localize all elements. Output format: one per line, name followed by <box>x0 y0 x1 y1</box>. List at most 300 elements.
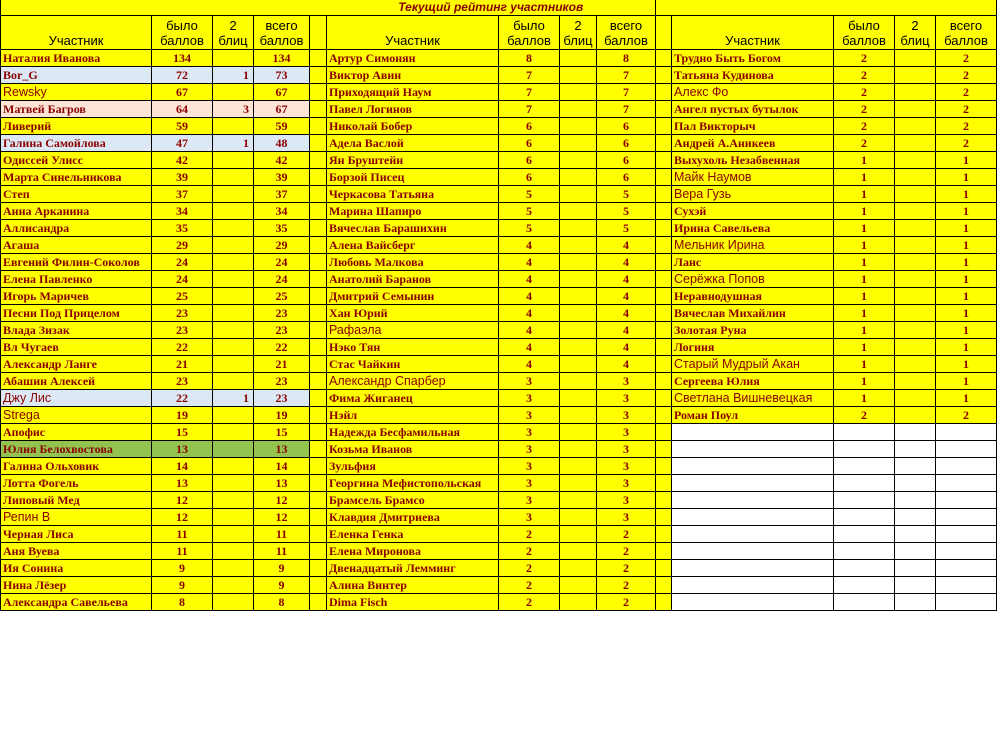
points-total-cell[interactable] <box>936 441 997 458</box>
participant-name-cell[interactable]: Неравнодушная <box>672 288 834 305</box>
points-total-cell[interactable]: 6 <box>597 169 656 186</box>
points-before-cell[interactable]: 3 <box>499 458 560 475</box>
participant-name-cell[interactable]: Клавдия Дмитриева <box>327 509 499 526</box>
participant-name-cell[interactable]: Rewsky <box>1 84 152 101</box>
points-total-cell[interactable]: 2 <box>936 118 997 135</box>
blitz-points-cell[interactable] <box>213 577 254 594</box>
points-total-cell[interactable]: 67 <box>254 101 310 118</box>
points-total-cell[interactable]: 4 <box>597 271 656 288</box>
participant-name-cell[interactable]: Хан Юрий <box>327 305 499 322</box>
blitz-points-cell[interactable] <box>560 390 597 407</box>
participant-name-cell[interactable]: Черная Лиса <box>1 526 152 543</box>
points-total-cell[interactable]: 3 <box>597 492 656 509</box>
points-before-cell[interactable]: 3 <box>499 509 560 526</box>
participant-name-cell[interactable]: Репин В <box>1 509 152 526</box>
points-before-cell[interactable]: 2 <box>499 543 560 560</box>
participant-name-cell[interactable]: Зульфия <box>327 458 499 475</box>
blitz-points-cell[interactable] <box>213 254 254 271</box>
blitz-points-cell[interactable] <box>213 441 254 458</box>
points-before-cell[interactable]: 4 <box>499 305 560 322</box>
participant-name-cell[interactable]: Алина Винтер <box>327 577 499 594</box>
points-before-cell[interactable]: 12 <box>152 492 213 509</box>
blitz-points-cell[interactable] <box>895 254 936 271</box>
points-total-cell[interactable] <box>936 594 997 611</box>
participant-name-cell[interactable]: Галина Ольховик <box>1 458 152 475</box>
blitz-points-cell[interactable] <box>213 492 254 509</box>
participant-name-cell[interactable]: Виктор Авин <box>327 67 499 84</box>
participant-name-cell[interactable]: Сухэй <box>672 203 834 220</box>
points-total-cell[interactable]: 3 <box>597 390 656 407</box>
points-total-cell[interactable]: 1 <box>936 339 997 356</box>
blitz-points-cell[interactable] <box>560 203 597 220</box>
points-before-cell[interactable]: 9 <box>152 560 213 577</box>
participant-name-cell[interactable]: Александра Савельева <box>1 594 152 611</box>
participant-name-cell[interactable]: Артур Симонян <box>327 50 499 67</box>
blitz-points-cell[interactable] <box>213 509 254 526</box>
blitz-points-cell[interactable] <box>213 118 254 135</box>
blitz-points-cell[interactable] <box>560 373 597 390</box>
points-total-cell[interactable]: 67 <box>254 84 310 101</box>
points-before-cell[interactable] <box>834 560 895 577</box>
participant-name-cell[interactable]: Мельник Ирина <box>672 237 834 254</box>
participant-name-cell[interactable]: Strega <box>1 407 152 424</box>
points-total-cell[interactable]: 13 <box>254 475 310 492</box>
points-before-cell[interactable]: 25 <box>152 288 213 305</box>
points-total-cell[interactable]: 1 <box>936 305 997 322</box>
points-before-cell[interactable]: 35 <box>152 220 213 237</box>
points-total-cell[interactable]: 21 <box>254 356 310 373</box>
points-before-cell[interactable]: 47 <box>152 135 213 152</box>
blitz-points-cell[interactable] <box>213 169 254 186</box>
blitz-points-cell[interactable] <box>895 271 936 288</box>
points-total-cell[interactable]: 4 <box>597 254 656 271</box>
points-total-cell[interactable]: 15 <box>254 424 310 441</box>
blitz-points-cell[interactable] <box>895 152 936 169</box>
blitz-points-cell[interactable] <box>213 475 254 492</box>
blitz-points-cell[interactable] <box>560 322 597 339</box>
points-before-cell[interactable]: 3 <box>499 475 560 492</box>
points-total-cell[interactable]: 1 <box>936 390 997 407</box>
participant-name-cell[interactable]: Двенадцатый Лемминг <box>327 560 499 577</box>
points-before-cell[interactable]: 2 <box>834 84 895 101</box>
blitz-points-cell[interactable] <box>560 288 597 305</box>
participant-name-cell[interactable]: Песни Под Прицелом <box>1 305 152 322</box>
points-total-cell[interactable]: 3 <box>597 509 656 526</box>
points-before-cell[interactable]: 4 <box>499 254 560 271</box>
points-before-cell[interactable]: 2 <box>499 594 560 611</box>
points-total-cell[interactable]: 1 <box>936 322 997 339</box>
points-before-cell[interactable] <box>834 458 895 475</box>
points-before-cell[interactable]: 4 <box>499 288 560 305</box>
points-before-cell[interactable]: 19 <box>152 407 213 424</box>
blitz-points-cell[interactable] <box>560 237 597 254</box>
participant-name-cell[interactable]: Галина Самойлова <box>1 135 152 152</box>
points-total-cell[interactable] <box>936 509 997 526</box>
points-total-cell[interactable]: 4 <box>597 237 656 254</box>
points-before-cell[interactable]: 5 <box>499 220 560 237</box>
points-before-cell[interactable]: 1 <box>834 305 895 322</box>
blitz-points-cell[interactable] <box>213 526 254 543</box>
points-before-cell[interactable]: 1 <box>834 237 895 254</box>
blitz-points-cell[interactable] <box>560 560 597 577</box>
points-before-cell[interactable] <box>834 441 895 458</box>
blitz-points-cell[interactable] <box>895 118 936 135</box>
points-before-cell[interactable]: 2 <box>499 560 560 577</box>
participant-name-cell[interactable]: Одиссей Улисс <box>1 152 152 169</box>
participant-name-cell[interactable] <box>672 577 834 594</box>
blitz-points-cell[interactable] <box>213 560 254 577</box>
participant-name-cell[interactable]: Георгина Мефистопольская <box>327 475 499 492</box>
blitz-points-cell[interactable] <box>213 373 254 390</box>
points-total-cell[interactable]: 22 <box>254 339 310 356</box>
participant-name-cell[interactable]: Липовый Мед <box>1 492 152 509</box>
participant-name-cell[interactable]: Вячеслав Барашихин <box>327 220 499 237</box>
participant-name-cell[interactable]: Брамсель Брамсо <box>327 492 499 509</box>
points-total-cell[interactable] <box>936 543 997 560</box>
blitz-points-cell[interactable] <box>213 458 254 475</box>
participant-name-cell[interactable]: Николай Бобер <box>327 118 499 135</box>
points-total-cell[interactable]: 1 <box>936 254 997 271</box>
points-total-cell[interactable] <box>936 492 997 509</box>
points-before-cell[interactable]: 7 <box>499 101 560 118</box>
points-total-cell[interactable]: 4 <box>597 339 656 356</box>
points-before-cell[interactable]: 1 <box>834 152 895 169</box>
points-before-cell[interactable]: 72 <box>152 67 213 84</box>
points-before-cell[interactable]: 1 <box>834 220 895 237</box>
points-before-cell[interactable]: 2 <box>499 577 560 594</box>
participant-name-cell[interactable]: Лотта Фогель <box>1 475 152 492</box>
participant-name-cell[interactable]: Андрей А.Аникеев <box>672 135 834 152</box>
participant-name-cell[interactable]: Dima Fisch <box>327 594 499 611</box>
participant-name-cell[interactable]: Логиня <box>672 339 834 356</box>
points-total-cell[interactable]: 73 <box>254 67 310 84</box>
participant-name-cell[interactable]: Павел Логинов <box>327 101 499 118</box>
blitz-points-cell[interactable] <box>895 67 936 84</box>
blitz-points-cell[interactable] <box>213 152 254 169</box>
points-total-cell[interactable]: 24 <box>254 271 310 288</box>
participant-name-cell[interactable]: Еленка Генка <box>327 526 499 543</box>
points-before-cell[interactable]: 4 <box>499 271 560 288</box>
points-before-cell[interactable]: 3 <box>499 390 560 407</box>
points-total-cell[interactable]: 5 <box>597 203 656 220</box>
blitz-points-cell[interactable] <box>213 186 254 203</box>
blitz-points-cell[interactable] <box>895 407 936 424</box>
participant-name-cell[interactable]: Роман Поул <box>672 407 834 424</box>
blitz-points-cell[interactable] <box>895 135 936 152</box>
points-total-cell[interactable]: 6 <box>597 118 656 135</box>
participant-name-cell[interactable]: Абашин Алексей <box>1 373 152 390</box>
blitz-points-cell[interactable] <box>213 322 254 339</box>
blitz-points-cell[interactable] <box>895 84 936 101</box>
points-before-cell[interactable]: 11 <box>152 526 213 543</box>
blitz-points-cell[interactable] <box>560 407 597 424</box>
participant-name-cell[interactable]: Майк Наумов <box>672 169 834 186</box>
blitz-points-cell[interactable] <box>560 305 597 322</box>
participant-name-cell[interactable]: Анатолий Баранов <box>327 271 499 288</box>
points-total-cell[interactable]: 14 <box>254 458 310 475</box>
blitz-points-cell[interactable] <box>560 509 597 526</box>
points-total-cell[interactable]: 35 <box>254 220 310 237</box>
points-before-cell[interactable]: 6 <box>499 152 560 169</box>
blitz-points-cell[interactable] <box>213 356 254 373</box>
participant-name-cell[interactable]: Татьяна Кудинова <box>672 67 834 84</box>
points-before-cell[interactable]: 5 <box>499 186 560 203</box>
points-total-cell[interactable]: 1 <box>936 237 997 254</box>
points-total-cell[interactable] <box>936 526 997 543</box>
points-total-cell[interactable]: 134 <box>254 50 310 67</box>
participant-name-cell[interactable]: Аня Вуева <box>1 543 152 560</box>
blitz-points-cell[interactable] <box>895 50 936 67</box>
points-before-cell[interactable]: 34 <box>152 203 213 220</box>
blitz-points-cell[interactable] <box>895 186 936 203</box>
points-total-cell[interactable]: 29 <box>254 237 310 254</box>
points-total-cell[interactable]: 3 <box>597 373 656 390</box>
participant-name-cell[interactable]: Любовь Малкова <box>327 254 499 271</box>
blitz-points-cell[interactable] <box>895 203 936 220</box>
points-total-cell[interactable]: 2 <box>936 84 997 101</box>
points-before-cell[interactable] <box>834 543 895 560</box>
blitz-points-cell[interactable] <box>213 50 254 67</box>
points-before-cell[interactable]: 2 <box>834 50 895 67</box>
points-before-cell[interactable]: 7 <box>499 67 560 84</box>
participant-name-cell[interactable]: Влада Зизак <box>1 322 152 339</box>
points-before-cell[interactable] <box>834 594 895 611</box>
participant-name-cell[interactable]: Степ <box>1 186 152 203</box>
participant-name-cell[interactable]: Нэйл <box>327 407 499 424</box>
blitz-points-cell[interactable] <box>895 424 936 441</box>
participant-name-cell[interactable]: Светлана Вишневецкая <box>672 390 834 407</box>
points-total-cell[interactable] <box>936 577 997 594</box>
points-before-cell[interactable]: 3 <box>499 441 560 458</box>
participant-name-cell[interactable]: Ия Сонина <box>1 560 152 577</box>
points-before-cell[interactable]: 2 <box>834 101 895 118</box>
participant-name-cell[interactable]: Сергеева Юлия <box>672 373 834 390</box>
points-before-cell[interactable]: 42 <box>152 152 213 169</box>
points-before-cell[interactable]: 1 <box>834 373 895 390</box>
blitz-points-cell[interactable] <box>560 186 597 203</box>
participant-name-cell[interactable]: Черкасова Татьяна <box>327 186 499 203</box>
participant-name-cell[interactable]: Bor_G <box>1 67 152 84</box>
points-before-cell[interactable]: 64 <box>152 101 213 118</box>
participant-name-cell[interactable]: Пал Викторыч <box>672 118 834 135</box>
participant-name-cell[interactable] <box>672 458 834 475</box>
points-before-cell[interactable]: 23 <box>152 373 213 390</box>
points-before-cell[interactable]: 14 <box>152 458 213 475</box>
points-total-cell[interactable]: 12 <box>254 509 310 526</box>
blitz-points-cell[interactable] <box>895 509 936 526</box>
points-total-cell[interactable]: 11 <box>254 526 310 543</box>
blitz-points-cell[interactable]: 3 <box>213 101 254 118</box>
participant-name-cell[interactable]: Агаша <box>1 237 152 254</box>
participant-name-cell[interactable]: Матвей Багров <box>1 101 152 118</box>
blitz-points-cell[interactable]: 1 <box>213 67 254 84</box>
points-before-cell[interactable]: 23 <box>152 305 213 322</box>
points-total-cell[interactable]: 42 <box>254 152 310 169</box>
points-total-cell[interactable]: 23 <box>254 322 310 339</box>
participant-name-cell[interactable]: Надежда Бесфамильная <box>327 424 499 441</box>
blitz-points-cell[interactable] <box>560 339 597 356</box>
blitz-points-cell[interactable] <box>560 220 597 237</box>
blitz-points-cell[interactable] <box>895 169 936 186</box>
points-total-cell[interactable] <box>936 458 997 475</box>
points-total-cell[interactable]: 2 <box>597 543 656 560</box>
blitz-points-cell[interactable] <box>213 288 254 305</box>
points-total-cell[interactable]: 11 <box>254 543 310 560</box>
blitz-points-cell[interactable] <box>213 237 254 254</box>
points-before-cell[interactable]: 134 <box>152 50 213 67</box>
points-before-cell[interactable] <box>834 492 895 509</box>
points-total-cell[interactable]: 2 <box>936 407 997 424</box>
participant-name-cell[interactable]: Вера Гузь <box>672 186 834 203</box>
participant-name-cell[interactable]: Алена Вайсберг <box>327 237 499 254</box>
points-total-cell[interactable]: 5 <box>597 186 656 203</box>
points-total-cell[interactable]: 23 <box>254 305 310 322</box>
blitz-points-cell[interactable] <box>560 594 597 611</box>
participant-name-cell[interactable]: Вячеслав Михайлин <box>672 305 834 322</box>
blitz-points-cell[interactable] <box>560 169 597 186</box>
participant-name-cell[interactable]: Адела Васлой <box>327 135 499 152</box>
points-total-cell[interactable]: 8 <box>597 50 656 67</box>
participant-name-cell[interactable]: Игорь Маричев <box>1 288 152 305</box>
blitz-points-cell[interactable] <box>213 339 254 356</box>
participant-name-cell[interactable] <box>672 475 834 492</box>
participant-name-cell[interactable]: Ливерий <box>1 118 152 135</box>
blitz-points-cell[interactable] <box>895 543 936 560</box>
participant-name-cell[interactable]: Вл Чугаев <box>1 339 152 356</box>
points-before-cell[interactable]: 7 <box>499 84 560 101</box>
points-total-cell[interactable]: 4 <box>597 305 656 322</box>
points-total-cell[interactable]: 7 <box>597 101 656 118</box>
blitz-points-cell[interactable] <box>895 101 936 118</box>
blitz-points-cell[interactable] <box>213 424 254 441</box>
points-before-cell[interactable]: 1 <box>834 288 895 305</box>
points-before-cell[interactable]: 8 <box>152 594 213 611</box>
points-before-cell[interactable]: 1 <box>834 203 895 220</box>
points-before-cell[interactable]: 2 <box>834 118 895 135</box>
blitz-points-cell[interactable]: 1 <box>213 390 254 407</box>
participant-name-cell[interactable]: Апофис <box>1 424 152 441</box>
points-before-cell[interactable]: 22 <box>152 339 213 356</box>
points-total-cell[interactable]: 13 <box>254 441 310 458</box>
blitz-points-cell[interactable] <box>560 475 597 492</box>
points-total-cell[interactable]: 6 <box>597 152 656 169</box>
participant-name-cell[interactable]: Фима Жиганец <box>327 390 499 407</box>
blitz-points-cell[interactable] <box>213 305 254 322</box>
points-before-cell[interactable]: 5 <box>499 203 560 220</box>
blitz-points-cell[interactable] <box>560 84 597 101</box>
points-before-cell[interactable]: 1 <box>834 322 895 339</box>
points-before-cell[interactable]: 6 <box>499 118 560 135</box>
participant-name-cell[interactable]: Борзой Писец <box>327 169 499 186</box>
participant-name-cell[interactable]: Елена Миронова <box>327 543 499 560</box>
points-total-cell[interactable]: 7 <box>597 67 656 84</box>
blitz-points-cell[interactable]: 1 <box>213 135 254 152</box>
participant-name-cell[interactable]: Ланс <box>672 254 834 271</box>
points-total-cell[interactable]: 2 <box>597 577 656 594</box>
blitz-points-cell[interactable] <box>895 322 936 339</box>
blitz-points-cell[interactable] <box>895 526 936 543</box>
blitz-points-cell[interactable] <box>895 390 936 407</box>
blitz-points-cell[interactable] <box>560 441 597 458</box>
participant-name-cell[interactable]: Ангел пустых бутылок <box>672 101 834 118</box>
participant-name-cell[interactable]: Марина Шапиро <box>327 203 499 220</box>
points-total-cell[interactable]: 2 <box>597 594 656 611</box>
points-total-cell[interactable]: 4 <box>597 288 656 305</box>
points-before-cell[interactable]: 13 <box>152 475 213 492</box>
blitz-points-cell[interactable] <box>895 441 936 458</box>
blitz-points-cell[interactable] <box>895 220 936 237</box>
participant-name-cell[interactable]: Козьма Иванов <box>327 441 499 458</box>
points-before-cell[interactable]: 3 <box>499 492 560 509</box>
points-before-cell[interactable]: 1 <box>834 356 895 373</box>
points-total-cell[interactable]: 2 <box>936 135 997 152</box>
blitz-points-cell[interactable] <box>895 237 936 254</box>
blitz-points-cell[interactable] <box>895 458 936 475</box>
points-before-cell[interactable]: 22 <box>152 390 213 407</box>
points-before-cell[interactable] <box>834 424 895 441</box>
blitz-points-cell[interactable] <box>895 577 936 594</box>
points-total-cell[interactable]: 3 <box>597 407 656 424</box>
participant-name-cell[interactable]: Алекс Фо <box>672 84 834 101</box>
blitz-points-cell[interactable] <box>560 577 597 594</box>
participant-name-cell[interactable]: Старый Мудрый Акан <box>672 356 834 373</box>
points-before-cell[interactable]: 4 <box>499 339 560 356</box>
points-before-cell[interactable]: 3 <box>499 373 560 390</box>
points-total-cell[interactable]: 1 <box>936 220 997 237</box>
points-before-cell[interactable]: 11 <box>152 543 213 560</box>
participant-name-cell[interactable]: Ян Бруштейн <box>327 152 499 169</box>
points-before-cell[interactable]: 9 <box>152 577 213 594</box>
points-before-cell[interactable]: 4 <box>499 322 560 339</box>
points-before-cell[interactable]: 39 <box>152 169 213 186</box>
participant-name-cell[interactable] <box>672 560 834 577</box>
participant-name-cell[interactable]: Приходящий Наум <box>327 84 499 101</box>
participant-name-cell[interactable]: Марта Синельникова <box>1 169 152 186</box>
blitz-points-cell[interactable] <box>895 373 936 390</box>
points-total-cell[interactable]: 1 <box>936 373 997 390</box>
points-before-cell[interactable]: 1 <box>834 169 895 186</box>
blitz-points-cell[interactable] <box>895 560 936 577</box>
points-before-cell[interactable]: 24 <box>152 271 213 288</box>
points-total-cell[interactable]: 2 <box>597 560 656 577</box>
points-before-cell[interactable]: 1 <box>834 254 895 271</box>
points-before-cell[interactable]: 1 <box>834 271 895 288</box>
blitz-points-cell[interactable] <box>213 271 254 288</box>
points-total-cell[interactable]: 37 <box>254 186 310 203</box>
participant-name-cell[interactable]: Юлия Белохвостова <box>1 441 152 458</box>
points-total-cell[interactable]: 1 <box>936 356 997 373</box>
blitz-points-cell[interactable] <box>213 594 254 611</box>
participant-name-cell[interactable]: Рафаэла <box>327 322 499 339</box>
points-total-cell[interactable]: 1 <box>936 271 997 288</box>
points-before-cell[interactable] <box>834 526 895 543</box>
points-before-cell[interactable]: 2 <box>834 135 895 152</box>
points-total-cell[interactable]: 23 <box>254 390 310 407</box>
points-before-cell[interactable]: 6 <box>499 169 560 186</box>
points-total-cell[interactable]: 7 <box>597 84 656 101</box>
points-before-cell[interactable]: 1 <box>834 339 895 356</box>
points-total-cell[interactable]: 24 <box>254 254 310 271</box>
points-total-cell[interactable]: 12 <box>254 492 310 509</box>
points-before-cell[interactable]: 4 <box>499 237 560 254</box>
participant-name-cell[interactable]: Нэко Тян <box>327 339 499 356</box>
blitz-points-cell[interactable] <box>895 339 936 356</box>
blitz-points-cell[interactable] <box>213 543 254 560</box>
blitz-points-cell[interactable] <box>560 101 597 118</box>
blitz-points-cell[interactable] <box>895 288 936 305</box>
points-total-cell[interactable] <box>936 424 997 441</box>
points-before-cell[interactable]: 4 <box>499 356 560 373</box>
